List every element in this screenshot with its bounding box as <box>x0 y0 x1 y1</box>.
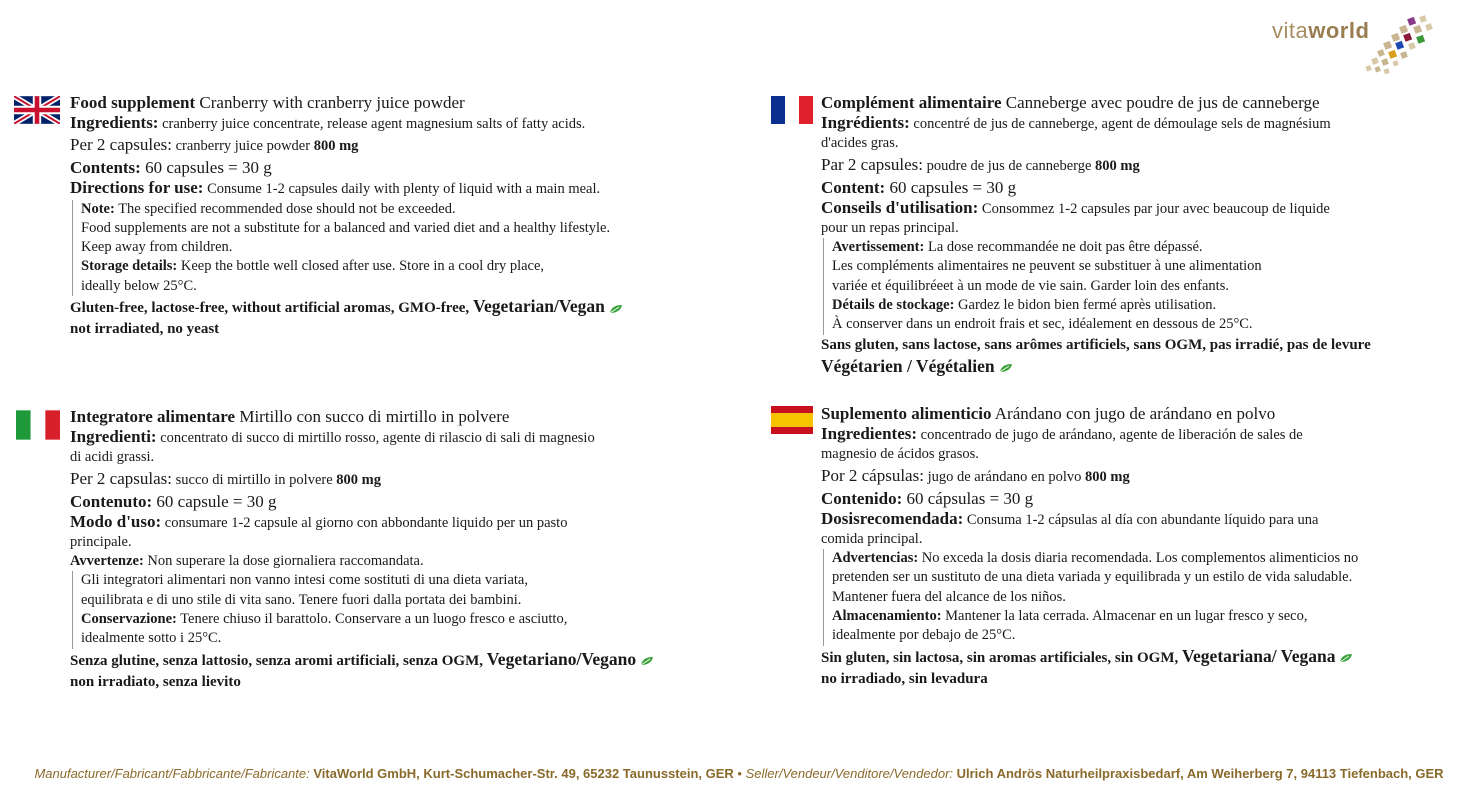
leaf-icon <box>609 304 623 314</box>
footer-separator: • <box>733 766 746 781</box>
directions-text: Consommez 1-2 capsules par jour avec beaucoup de liquide <box>978 200 1330 217</box>
per-label: Par 2 capsules: <box>821 154 923 174</box>
title-rest: Mirtillo con succo di mirtillo in polvere <box>235 407 510 426</box>
directions-text: Consuma 1-2 cápsulas al día con abundante líquido para una <box>963 511 1319 528</box>
per-text: jugo de arándano en polvo <box>923 468 1086 485</box>
title-bold: Complément alimentaire <box>821 93 1002 112</box>
section-italian-text <box>70 406 720 693</box>
storage-text: Keep the bottle well closed after use. Store in a cool dry place, <box>177 258 545 275</box>
per-label: Por 2 cápsulas: <box>821 465 924 485</box>
note-line-3: Keep away from children. <box>81 239 233 256</box>
ingredients-text: concentrato di succo di mirtillo rosso, agente di rilascio di sali di magnesio <box>156 430 595 446</box>
directions-label: Directions for use: <box>70 178 204 198</box>
storage-line-2: ideally below 25°C. <box>81 277 197 294</box>
ingredients-label: Ingredienti: <box>70 427 157 446</box>
directions-line-2: principale. <box>70 533 132 550</box>
diet-veg: Végétarien / Végétalien <box>821 355 995 376</box>
ingredients-text: concentrado de jugo de arándano, agente de liberación de sales de <box>917 427 1303 443</box>
directions-text: consumare 1-2 capsule al giorno con abbondante liquido per un pasto <box>161 514 568 531</box>
note-box <box>72 571 720 648</box>
footer <box>0 766 1478 781</box>
section-french-text <box>821 92 1461 379</box>
diet-line-2: no irradiado, sin levadura <box>821 670 988 687</box>
note-label: Avertissement: <box>832 239 925 256</box>
storage-label: Almacenamiento: <box>832 608 942 625</box>
ingredients-label: Ingrédients: <box>821 113 910 132</box>
diet-veg: Vegetariana/ Vegana <box>1182 645 1336 666</box>
per-text: cranberry juice powder <box>171 138 314 155</box>
contents-label: Contents: <box>70 158 141 178</box>
directions-label: Dosisrecomendada: <box>821 508 964 528</box>
ingredients-line-2: di acidi grassi. <box>70 449 155 466</box>
leaf-icon <box>1339 653 1353 663</box>
note-label: Avvertenze: <box>70 553 144 570</box>
diet-line-2: not irradiated, no yeast <box>70 321 220 338</box>
leaf-icon <box>999 363 1013 373</box>
storage-line-2: idealmente por debajo de 25°C. <box>832 627 1016 644</box>
note-label: Advertencias: <box>832 550 919 567</box>
directions-line-2: comida principal. <box>821 530 923 547</box>
leaf-icon <box>640 656 654 666</box>
seller-value: Ulrich Andrös Naturheilpraxisbedarf, Am Weiherberg 7, 94113 Tiefenbach, GER <box>953 766 1444 781</box>
note-line-2: Les compléments alimentaires ne peuvent se substituer à une alimentation <box>832 258 1262 275</box>
storage-label: Détails de stockage: <box>832 297 955 314</box>
note-line-3: equilibrata e di uno stile di vita sano. Tenere fuori dalla portata dei bambini. <box>81 591 522 608</box>
contents-text: 60 capsules = 30 g <box>885 177 1017 197</box>
note-box <box>72 200 720 296</box>
note-box <box>823 238 1461 334</box>
diet-text: Senza glutine, senza lattosio, senza aromi artificiali, senza OGM, <box>70 652 487 669</box>
uk-flag-icon <box>14 96 60 124</box>
manufacturer-label: Manufacturer/Fabricant/Fabbricante/Fabricante: <box>34 766 310 781</box>
directions-label: Modo d'uso: <box>70 511 162 531</box>
storage-line-2: À conserver dans un endroit frais et sec, idéalement en dessous de 25°C. <box>832 316 1253 333</box>
ingredients-label: Ingredientes: <box>821 424 918 443</box>
directions-text: Consume 1-2 capsules daily with plenty of liquid with a main meal. <box>203 181 601 198</box>
directions-line-2: pour un repas principal. <box>821 219 959 236</box>
vitaworld-logo <box>1272 12 1442 78</box>
directions-label: Conseils d'utilisation: <box>821 197 979 217</box>
note-line-3: Mantener fuera del alcance de los niños. <box>832 588 1066 605</box>
contents-label: Contenuto: <box>70 491 153 511</box>
title-bold: Integratore alimentare <box>70 407 236 426</box>
storage-label: Conservazione: <box>81 611 177 628</box>
note-text: La dose recommandée ne doit pas être dépassé. <box>924 239 1203 256</box>
ingredients-line-2: magnesio de ácidos grasos. <box>821 446 979 463</box>
per-label: Per 2 capsules: <box>70 135 172 155</box>
contents-label: Content: <box>821 177 886 197</box>
ingredients-text: concentré de jus de canneberge, agent de démoulage sels de magnésium <box>909 116 1331 132</box>
note-text: No exceda la dosis diaria recomendada. Los complementos alimenticios no <box>918 550 1359 567</box>
diet-veg: Vegetariano/Vegano <box>486 648 637 669</box>
ingredients-text: cranberry juice concentrate, release agent magnesium salts of fatty acids. <box>158 116 586 132</box>
diet-text: Gluten-free, lactose-free, without artificial aromas, GMO-free, <box>70 300 473 317</box>
diet-text: Sin gluten, sin lactosa, sin aromas artificiales, sin OGM, <box>821 649 1182 666</box>
per-amount: 800 mg <box>313 138 359 155</box>
note-label: Note: <box>81 200 115 217</box>
spain-flag-icon <box>771 405 813 435</box>
per-amount: 800 mg <box>336 471 382 488</box>
storage-text: Gardez le bidon bien fermé après utilisation. <box>954 297 1217 314</box>
storage-line-2: idealmente sotto i 25°C. <box>81 630 222 647</box>
diet-veg: Vegetarian/Vegan <box>472 296 605 317</box>
per-label: Per 2 capsulas: <box>70 468 172 488</box>
title-bold: Suplemento alimenticio <box>821 404 992 423</box>
section-english-text <box>70 92 720 340</box>
note-text: The specified recommended dose should not be exceeded. <box>114 200 456 217</box>
per-text: poudre de jus de canneberge <box>922 157 1096 174</box>
diet-text: Sans gluten, sans lactose, sans arômes artificiels, sans OGM, pas irradié, pas de levure <box>821 336 1371 353</box>
storage-text: Mantener la lata cerrada. Almacenar en un lugar fresco y seco, <box>941 608 1308 625</box>
contents-text: 60 capsule = 30 g <box>152 491 277 511</box>
per-text: succo di mirtillo in polvere <box>171 471 337 488</box>
note-line-2: pretenden ser un sustituto de una dieta variada y equilibrada y un estilo de vida saludable. <box>832 569 1353 586</box>
per-amount: 800 mg <box>1085 468 1130 485</box>
storage-text: Tenere chiuso il barattolo. Conservare a un luogo fresco e asciutto, <box>176 611 568 628</box>
contents-label: Contenido: <box>821 488 903 508</box>
title-bold: Food supplement <box>70 93 196 112</box>
title-rest: Canneberge avec poudre de jus de canneberge <box>1001 93 1320 112</box>
note-line-2: Gli integratori alimentari non vanno intesi come sostituti di una dieta variata, <box>81 572 528 589</box>
logo-wordmark: vitaworld <box>1272 18 1370 43</box>
title-rest: Arándano con jugo de arándano en polvo <box>991 404 1276 423</box>
logo-mosaic-icon <box>1344 12 1444 78</box>
title-rest: Cranberry with cranberry juice powder <box>195 93 465 112</box>
manufacturer-value: VitaWorld GmbH, Kurt-Schumacher-Str. 49, 65232 Taunusstein, GER <box>309 766 734 781</box>
note-text: Non superare la dose giornaliera raccomandata. <box>143 553 424 570</box>
storage-label: Storage details: <box>81 258 178 275</box>
seller-label: Seller/Vendeur/Venditore/Vendedor: <box>745 766 954 781</box>
diet-line-2: non irradiato, senza lievito <box>70 673 241 690</box>
per-amount: 800 mg <box>1095 157 1140 174</box>
section-spanish-text <box>821 403 1461 690</box>
note-line-3: variée et équilibréeet à un mode de vie sain. Garder loin des enfants. <box>832 277 1229 294</box>
note-box <box>823 549 1461 645</box>
note-line-2: Food supplements are not a substitute for a balanced and varied diet and a healthy lifestyle. <box>81 219 611 236</box>
contents-text: 60 capsules = 30 g <box>140 158 272 178</box>
ingredients-label: Ingredients: <box>70 113 159 132</box>
italy-flag-icon <box>16 410 60 440</box>
ingredients-line-2: d'acides gras. <box>821 135 899 152</box>
contents-text: 60 cápsulas = 30 g <box>902 488 1034 508</box>
france-flag-icon <box>771 96 813 124</box>
